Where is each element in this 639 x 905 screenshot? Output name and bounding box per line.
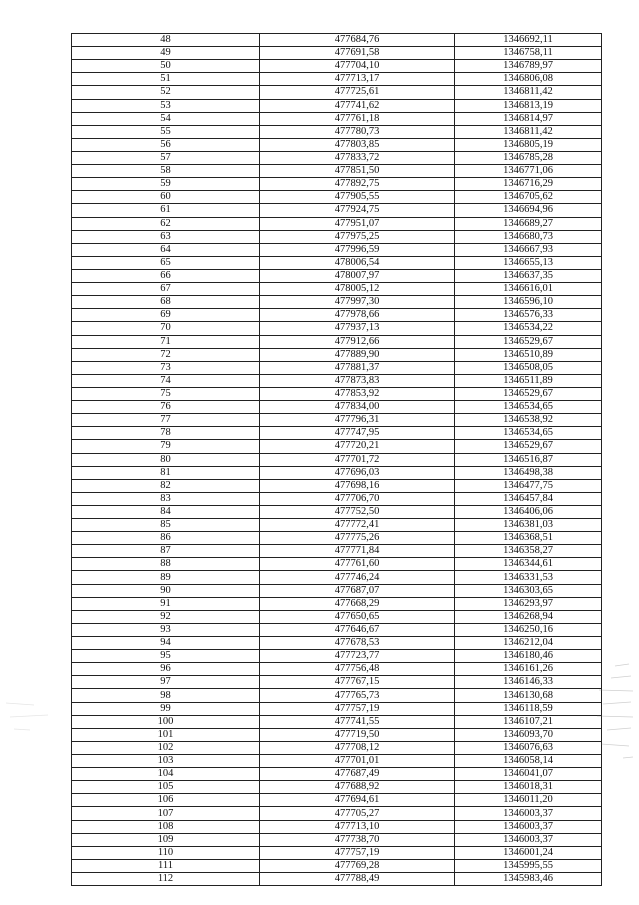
x-coordinate-cell: 477978,66 xyxy=(260,309,455,322)
x-coordinate-cell: 477912,66 xyxy=(260,335,455,348)
table-row xyxy=(72,269,602,282)
table-row xyxy=(72,414,602,427)
point-number-cell: 87 xyxy=(72,545,260,558)
x-coordinate-cell: 477761,60 xyxy=(260,558,455,571)
y-coordinate-cell: 1346003,37 xyxy=(455,820,602,833)
y-coordinate-cell: 1346785,28 xyxy=(455,151,602,164)
point-number-cell: 98 xyxy=(72,689,260,702)
x-coordinate-cell: 478006,54 xyxy=(260,256,455,269)
table-row xyxy=(72,178,602,191)
y-coordinate-cell: 1346344,61 xyxy=(455,558,602,571)
y-coordinate-cell: 1346510,89 xyxy=(455,348,602,361)
x-coordinate-cell: 477924,75 xyxy=(260,204,455,217)
x-coordinate-cell: 477668,29 xyxy=(260,597,455,610)
point-number-cell: 68 xyxy=(72,296,260,309)
y-coordinate-cell: 1346637,35 xyxy=(455,269,602,282)
point-number-cell: 109 xyxy=(72,833,260,846)
y-coordinate-cell: 1346212,04 xyxy=(455,637,602,650)
point-number-cell: 91 xyxy=(72,597,260,610)
table-row xyxy=(72,650,602,663)
y-coordinate-cell: 1346130,68 xyxy=(455,689,602,702)
point-number-cell: 69 xyxy=(72,309,260,322)
y-coordinate-cell: 1346118,59 xyxy=(455,702,602,715)
y-coordinate-cell: 1346146,33 xyxy=(455,676,602,689)
point-number-cell: 63 xyxy=(72,230,260,243)
point-number-cell: 51 xyxy=(72,73,260,86)
x-coordinate-cell: 477756,48 xyxy=(260,663,455,676)
x-coordinate-cell: 477708,12 xyxy=(260,741,455,754)
point-number-cell: 90 xyxy=(72,584,260,597)
x-coordinate-cell: 477747,95 xyxy=(260,427,455,440)
x-coordinate-cell: 477996,59 xyxy=(260,243,455,256)
point-number-cell: 71 xyxy=(72,335,260,348)
table-row xyxy=(72,47,602,60)
table-row xyxy=(72,348,602,361)
y-coordinate-cell: 1346811,42 xyxy=(455,86,602,99)
y-coordinate-cell: 1346716,29 xyxy=(455,178,602,191)
point-number-cell: 61 xyxy=(72,204,260,217)
x-coordinate-cell: 477738,70 xyxy=(260,833,455,846)
point-number-cell: 102 xyxy=(72,741,260,754)
table-row xyxy=(72,427,602,440)
y-coordinate-cell: 1346457,84 xyxy=(455,492,602,505)
y-coordinate-cell: 1346814,97 xyxy=(455,112,602,125)
y-coordinate-cell: 1346358,27 xyxy=(455,545,602,558)
y-coordinate-cell: 1346076,63 xyxy=(455,741,602,754)
table-row xyxy=(72,755,602,768)
y-coordinate-cell: 1346667,93 xyxy=(455,243,602,256)
point-number-cell: 74 xyxy=(72,374,260,387)
x-coordinate-cell: 477741,55 xyxy=(260,715,455,728)
table-row xyxy=(72,453,602,466)
table-row xyxy=(72,99,602,112)
coordinate-table-body xyxy=(72,34,602,886)
table-row xyxy=(72,191,602,204)
table-row xyxy=(72,873,602,886)
table-row xyxy=(72,715,602,728)
point-number-cell: 48 xyxy=(72,34,260,47)
x-coordinate-cell: 477713,10 xyxy=(260,820,455,833)
point-number-cell: 52 xyxy=(72,86,260,99)
y-coordinate-cell: 1346529,67 xyxy=(455,440,602,453)
x-coordinate-cell: 477775,26 xyxy=(260,532,455,545)
x-coordinate-cell: 477997,30 xyxy=(260,296,455,309)
table-row xyxy=(72,846,602,859)
point-number-cell: 86 xyxy=(72,532,260,545)
table-row xyxy=(72,387,602,400)
table-row xyxy=(72,505,602,518)
point-number-cell: 58 xyxy=(72,165,260,178)
table-row xyxy=(72,34,602,47)
point-number-cell: 111 xyxy=(72,859,260,872)
table-row xyxy=(72,610,602,623)
point-number-cell: 112 xyxy=(72,873,260,886)
table-row xyxy=(72,466,602,479)
x-coordinate-cell: 477741,62 xyxy=(260,99,455,112)
x-coordinate-cell: 477719,50 xyxy=(260,728,455,741)
point-number-cell: 101 xyxy=(72,728,260,741)
x-coordinate-cell: 477765,73 xyxy=(260,689,455,702)
x-coordinate-cell: 477796,31 xyxy=(260,414,455,427)
table-row xyxy=(72,741,602,754)
y-coordinate-cell: 1346758,11 xyxy=(455,47,602,60)
x-coordinate-cell: 477701,01 xyxy=(260,755,455,768)
point-number-cell: 96 xyxy=(72,663,260,676)
point-number-cell: 105 xyxy=(72,781,260,794)
table-row xyxy=(72,702,602,715)
x-coordinate-cell: 478007,97 xyxy=(260,269,455,282)
x-coordinate-cell: 477646,67 xyxy=(260,623,455,636)
y-coordinate-cell: 1346368,51 xyxy=(455,532,602,545)
y-coordinate-cell: 1346180,46 xyxy=(455,650,602,663)
y-coordinate-cell: 1346477,75 xyxy=(455,479,602,492)
y-coordinate-cell: 1346381,03 xyxy=(455,519,602,532)
x-coordinate-cell: 477834,00 xyxy=(260,401,455,414)
point-number-cell: 80 xyxy=(72,453,260,466)
point-number-cell: 49 xyxy=(72,47,260,60)
x-coordinate-cell: 477889,90 xyxy=(260,348,455,361)
table-row xyxy=(72,689,602,702)
point-number-cell: 95 xyxy=(72,650,260,663)
x-coordinate-cell: 477701,72 xyxy=(260,453,455,466)
y-coordinate-cell: 1346705,62 xyxy=(455,191,602,204)
y-coordinate-cell: 1346534,65 xyxy=(455,401,602,414)
x-coordinate-cell: 477937,13 xyxy=(260,322,455,335)
x-coordinate-cell: 477678,53 xyxy=(260,637,455,650)
x-coordinate-cell: 477951,07 xyxy=(260,217,455,230)
table-row xyxy=(72,361,602,374)
table-row xyxy=(72,558,602,571)
point-number-cell: 107 xyxy=(72,807,260,820)
table-row xyxy=(72,859,602,872)
y-coordinate-cell: 1346018,31 xyxy=(455,781,602,794)
y-coordinate-cell: 1346331,53 xyxy=(455,571,602,584)
point-number-cell: 57 xyxy=(72,151,260,164)
x-coordinate-cell: 478005,12 xyxy=(260,283,455,296)
table-row xyxy=(72,243,602,256)
y-coordinate-cell: 1346692,11 xyxy=(455,34,602,47)
x-coordinate-cell: 477767,15 xyxy=(260,676,455,689)
point-number-cell: 53 xyxy=(72,99,260,112)
point-number-cell: 93 xyxy=(72,623,260,636)
table-row xyxy=(72,73,602,86)
x-coordinate-cell: 477771,84 xyxy=(260,545,455,558)
table-row xyxy=(72,112,602,125)
point-number-cell: 64 xyxy=(72,243,260,256)
point-number-cell: 103 xyxy=(72,755,260,768)
x-coordinate-cell: 477803,85 xyxy=(260,138,455,151)
table-row xyxy=(72,322,602,335)
x-coordinate-cell: 477704,10 xyxy=(260,60,455,73)
table-row xyxy=(72,440,602,453)
point-number-cell: 83 xyxy=(72,492,260,505)
table-row xyxy=(72,597,602,610)
table-row xyxy=(72,676,602,689)
y-coordinate-cell: 1346516,87 xyxy=(455,453,602,466)
y-coordinate-cell: 1346806,08 xyxy=(455,73,602,86)
x-coordinate-cell: 477757,19 xyxy=(260,702,455,715)
table-row xyxy=(72,479,602,492)
x-coordinate-cell: 477769,28 xyxy=(260,859,455,872)
x-coordinate-cell: 477650,65 xyxy=(260,610,455,623)
y-coordinate-cell: 1346161,26 xyxy=(455,663,602,676)
y-coordinate-cell: 1346538,92 xyxy=(455,414,602,427)
y-coordinate-cell: 1346508,05 xyxy=(455,361,602,374)
table-row xyxy=(72,663,602,676)
point-number-cell: 60 xyxy=(72,191,260,204)
x-coordinate-cell: 477705,27 xyxy=(260,807,455,820)
x-coordinate-cell: 477684,76 xyxy=(260,34,455,47)
point-number-cell: 66 xyxy=(72,269,260,282)
coordinate-table xyxy=(71,33,602,886)
y-coordinate-cell: 1346511,89 xyxy=(455,374,602,387)
table-row xyxy=(72,794,602,807)
table-row xyxy=(72,138,602,151)
x-coordinate-cell: 477752,50 xyxy=(260,505,455,518)
point-number-cell: 110 xyxy=(72,846,260,859)
y-coordinate-cell: 1346093,70 xyxy=(455,728,602,741)
table-row xyxy=(72,545,602,558)
x-coordinate-cell: 477723,77 xyxy=(260,650,455,663)
point-number-cell: 108 xyxy=(72,820,260,833)
x-coordinate-cell: 477853,92 xyxy=(260,387,455,400)
x-coordinate-cell: 477892,75 xyxy=(260,178,455,191)
y-coordinate-cell: 1346529,67 xyxy=(455,335,602,348)
table-row xyxy=(72,807,602,820)
x-coordinate-cell: 477713,17 xyxy=(260,73,455,86)
point-number-cell: 82 xyxy=(72,479,260,492)
table-row xyxy=(72,151,602,164)
y-coordinate-cell: 1346596,10 xyxy=(455,296,602,309)
y-coordinate-cell: 1346250,16 xyxy=(455,623,602,636)
table-row xyxy=(72,492,602,505)
faded-margin-marks xyxy=(4,695,50,735)
point-number-cell: 94 xyxy=(72,637,260,650)
table-row xyxy=(72,571,602,584)
y-coordinate-cell: 1346805,19 xyxy=(455,138,602,151)
x-coordinate-cell: 477975,25 xyxy=(260,230,455,243)
x-coordinate-cell: 477905,55 xyxy=(260,191,455,204)
y-coordinate-cell: 1346655,13 xyxy=(455,256,602,269)
y-coordinate-cell: 1346534,22 xyxy=(455,322,602,335)
y-coordinate-cell: 1346680,73 xyxy=(455,230,602,243)
table-row xyxy=(72,519,602,532)
point-number-cell: 75 xyxy=(72,387,260,400)
point-number-cell: 67 xyxy=(72,283,260,296)
table-row xyxy=(72,125,602,138)
table-row xyxy=(72,584,602,597)
y-coordinate-cell: 1346293,97 xyxy=(455,597,602,610)
y-coordinate-cell: 1346813,19 xyxy=(455,99,602,112)
y-coordinate-cell: 1346576,33 xyxy=(455,309,602,322)
table-row xyxy=(72,296,602,309)
point-number-cell: 70 xyxy=(72,322,260,335)
y-coordinate-cell: 1346529,67 xyxy=(455,387,602,400)
y-coordinate-cell: 1346406,06 xyxy=(455,505,602,518)
y-coordinate-cell: 1346771,06 xyxy=(455,165,602,178)
table-row xyxy=(72,335,602,348)
x-coordinate-cell: 477687,07 xyxy=(260,584,455,597)
x-coordinate-cell: 477698,16 xyxy=(260,479,455,492)
y-coordinate-cell: 1346789,97 xyxy=(455,60,602,73)
y-coordinate-cell: 1346001,24 xyxy=(455,846,602,859)
table-row xyxy=(72,256,602,269)
x-coordinate-cell: 477772,41 xyxy=(260,519,455,532)
table-row xyxy=(72,204,602,217)
table-row xyxy=(72,283,602,296)
x-coordinate-cell: 477746,24 xyxy=(260,571,455,584)
y-coordinate-cell: 1345995,55 xyxy=(455,859,602,872)
table-row xyxy=(72,728,602,741)
x-coordinate-cell: 477851,50 xyxy=(260,165,455,178)
table-row xyxy=(72,165,602,178)
x-coordinate-cell: 477757,19 xyxy=(260,846,455,859)
y-coordinate-cell: 1346003,37 xyxy=(455,807,602,820)
point-number-cell: 62 xyxy=(72,217,260,230)
point-number-cell: 106 xyxy=(72,794,260,807)
point-number-cell: 76 xyxy=(72,401,260,414)
table-row xyxy=(72,623,602,636)
y-coordinate-cell: 1346268,94 xyxy=(455,610,602,623)
table-row xyxy=(72,86,602,99)
table-row xyxy=(72,820,602,833)
point-number-cell: 50 xyxy=(72,60,260,73)
table-row xyxy=(72,230,602,243)
x-coordinate-cell: 477725,61 xyxy=(260,86,455,99)
y-coordinate-cell: 1346058,14 xyxy=(455,755,602,768)
point-number-cell: 100 xyxy=(72,715,260,728)
x-coordinate-cell: 477761,18 xyxy=(260,112,455,125)
x-coordinate-cell: 477688,92 xyxy=(260,781,455,794)
point-number-cell: 73 xyxy=(72,361,260,374)
y-coordinate-cell: 1346003,37 xyxy=(455,833,602,846)
y-coordinate-cell: 1346616,01 xyxy=(455,283,602,296)
point-number-cell: 56 xyxy=(72,138,260,151)
y-coordinate-cell: 1346811,42 xyxy=(455,125,602,138)
point-number-cell: 72 xyxy=(72,348,260,361)
table-row xyxy=(72,309,602,322)
point-number-cell: 85 xyxy=(72,519,260,532)
table-row xyxy=(72,532,602,545)
table-row xyxy=(72,401,602,414)
x-coordinate-cell: 477720,21 xyxy=(260,440,455,453)
point-number-cell: 104 xyxy=(72,768,260,781)
x-coordinate-cell: 477696,03 xyxy=(260,466,455,479)
x-coordinate-cell: 477873,83 xyxy=(260,374,455,387)
point-number-cell: 97 xyxy=(72,676,260,689)
y-coordinate-cell: 1346694,96 xyxy=(455,204,602,217)
point-number-cell: 79 xyxy=(72,440,260,453)
table-row xyxy=(72,60,602,73)
point-number-cell: 77 xyxy=(72,414,260,427)
faded-stamp-marks xyxy=(593,660,635,770)
x-coordinate-cell: 477694,61 xyxy=(260,794,455,807)
x-coordinate-cell: 477687,49 xyxy=(260,768,455,781)
x-coordinate-cell: 477780,73 xyxy=(260,125,455,138)
y-coordinate-cell: 1346534,65 xyxy=(455,427,602,440)
point-number-cell: 78 xyxy=(72,427,260,440)
point-number-cell: 84 xyxy=(72,505,260,518)
table-row xyxy=(72,374,602,387)
y-coordinate-cell: 1346011,20 xyxy=(455,794,602,807)
point-number-cell: 99 xyxy=(72,702,260,715)
y-coordinate-cell: 1346303,65 xyxy=(455,584,602,597)
point-number-cell: 65 xyxy=(72,256,260,269)
y-coordinate-cell: 1346498,38 xyxy=(455,466,602,479)
y-coordinate-cell: 1346041,07 xyxy=(455,768,602,781)
table-row xyxy=(72,833,602,846)
y-coordinate-cell: 1346107,21 xyxy=(455,715,602,728)
x-coordinate-cell: 477833,72 xyxy=(260,151,455,164)
point-number-cell: 59 xyxy=(72,178,260,191)
table-row xyxy=(72,781,602,794)
point-number-cell: 88 xyxy=(72,558,260,571)
x-coordinate-cell: 477691,58 xyxy=(260,47,455,60)
point-number-cell: 55 xyxy=(72,125,260,138)
y-coordinate-cell: 1346689,27 xyxy=(455,217,602,230)
point-number-cell: 54 xyxy=(72,112,260,125)
y-coordinate-cell: 1345983,46 xyxy=(455,873,602,886)
point-number-cell: 89 xyxy=(72,571,260,584)
coordinate-table-sheet xyxy=(71,33,601,886)
x-coordinate-cell: 477706,70 xyxy=(260,492,455,505)
table-row xyxy=(72,768,602,781)
x-coordinate-cell: 477881,37 xyxy=(260,361,455,374)
x-coordinate-cell: 477788,49 xyxy=(260,873,455,886)
table-row xyxy=(72,217,602,230)
point-number-cell: 81 xyxy=(72,466,260,479)
table-row xyxy=(72,637,602,650)
point-number-cell: 92 xyxy=(72,610,260,623)
